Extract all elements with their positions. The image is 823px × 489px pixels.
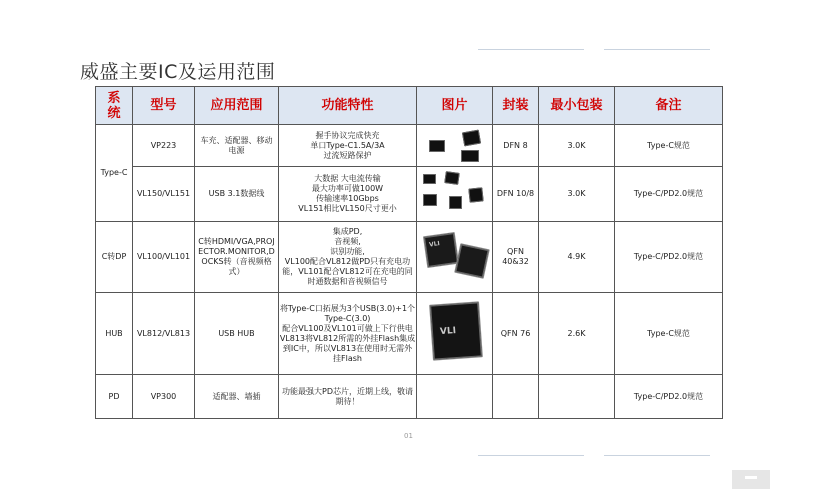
feature-line: 传输速率10Gbps bbox=[316, 194, 379, 203]
cell-remark: Type-C规范 bbox=[615, 293, 723, 375]
header-remark: 备注 bbox=[615, 87, 723, 125]
cell-min-pack: 2.6K bbox=[539, 293, 615, 375]
cell-features bbox=[279, 167, 417, 222]
chip-qfn40 bbox=[422, 232, 458, 268]
chip-dfn10-e bbox=[468, 187, 483, 202]
table-row bbox=[96, 125, 723, 167]
deco-line-top-left bbox=[478, 49, 584, 50]
header-image: 图片 bbox=[417, 87, 493, 125]
chip-dfn8-c bbox=[461, 150, 479, 162]
feature-line: 音视频, bbox=[334, 237, 361, 246]
feature-line: 功能最强大PD芯片，近期上线，敬请期待！ bbox=[282, 386, 413, 406]
chip-dfn8-a bbox=[429, 140, 445, 152]
table-row bbox=[96, 222, 723, 293]
feature-line: 配合VL100及VL101可做上下行供电 bbox=[282, 323, 413, 333]
deco-line-top-right bbox=[604, 49, 710, 50]
header-min-pack: 最小包装 bbox=[539, 87, 615, 125]
cell-min-pack bbox=[539, 375, 615, 419]
feature-line: 最大功率可做100W bbox=[311, 184, 384, 193]
deco-line-bottom-left bbox=[478, 455, 584, 456]
cell-application: 适配器、墙插 bbox=[195, 375, 279, 419]
cell-package: QFN 76 bbox=[493, 293, 539, 375]
chip-photo bbox=[419, 168, 491, 220]
header-package: 封装 bbox=[493, 87, 539, 125]
cell-model: VP300 bbox=[133, 375, 195, 419]
table-row bbox=[96, 293, 723, 375]
cell-features bbox=[279, 375, 417, 419]
cell-application: C转HDMI/VGA,PROJECTOR.MONITOR,DOCKS转（音视频格式） bbox=[195, 222, 279, 293]
feature-line: 识别功能, bbox=[330, 247, 365, 256]
feature-line: 将Type-C口拓展为3个USB(3.0)+1个Type-C(3.0) bbox=[279, 303, 416, 323]
page-title: 威盛主要IC及运用范围 bbox=[80, 61, 276, 83]
cell-model: VL100/VL101 bbox=[133, 222, 195, 293]
cell-system: PD bbox=[96, 375, 133, 419]
cell-remark: Type-C/PD2.0规范 bbox=[615, 167, 723, 222]
chip-dfn8-b bbox=[461, 129, 480, 146]
chip-qfn76 bbox=[429, 301, 483, 360]
header-system: 系统 bbox=[96, 87, 133, 125]
feature-line: 单口Type-C1.5A/3A bbox=[310, 140, 385, 150]
cell-model: VL150/VL151 bbox=[133, 167, 195, 222]
cell-image bbox=[417, 222, 493, 293]
feature-line: 大数据 大电流传输 bbox=[314, 174, 381, 183]
chip-dfn10-a bbox=[423, 174, 436, 184]
cell-min-pack: 4.9K bbox=[539, 222, 615, 293]
feature-line: VL100配合VL812做PD只有充电功能，VL101配合VL812可在充电的同时通数据和音视频信号 bbox=[282, 257, 413, 286]
cell-application: 车充、适配器、移动电源 bbox=[195, 125, 279, 167]
cell-image bbox=[417, 293, 493, 375]
cell-package: DFN 8 bbox=[493, 125, 539, 167]
chip-qfn32 bbox=[454, 243, 490, 279]
table-row bbox=[96, 167, 723, 222]
cell-remark: Type-C规范 bbox=[615, 125, 723, 167]
cell-application: USB HUB bbox=[195, 293, 279, 375]
cell-system: Type-C bbox=[96, 125, 133, 222]
feature-line: 握手协议完成快充 bbox=[315, 130, 380, 140]
table-header-row bbox=[96, 87, 723, 125]
cell-remark: Type-C/PD2.0规范 bbox=[615, 375, 723, 419]
header-features: 功能特性 bbox=[279, 87, 417, 125]
cell-model: VP223 bbox=[133, 125, 195, 167]
cell-features bbox=[279, 125, 417, 167]
cell-model: VL812/VL813 bbox=[133, 293, 195, 375]
cell-image bbox=[417, 125, 493, 167]
cell-features bbox=[279, 222, 417, 293]
chip-logo: VLI bbox=[439, 325, 456, 337]
chip-dfn10-d bbox=[449, 196, 462, 209]
chip-dfn10-b bbox=[444, 171, 460, 185]
feature-line: VL151相比VL150尺寸更小 bbox=[298, 204, 397, 213]
cell-system: C转DP bbox=[96, 222, 133, 293]
cell-package bbox=[493, 375, 539, 419]
deco-line-bottom-right bbox=[604, 455, 710, 456]
cell-package: QFN 40&32 bbox=[493, 222, 539, 293]
header-model: 型号 bbox=[133, 87, 195, 125]
chip-photo bbox=[419, 295, 491, 373]
header-application: 应用范围 bbox=[195, 87, 279, 125]
feature-line: 过流短路保护 bbox=[323, 150, 372, 160]
cell-system: HUB bbox=[96, 293, 133, 375]
minus-icon bbox=[745, 476, 757, 479]
cell-package: DFN 10/8 bbox=[493, 167, 539, 222]
page-number: 01 bbox=[404, 432, 413, 440]
cell-application: USB 3.1数据线 bbox=[195, 167, 279, 222]
ic-table bbox=[95, 86, 723, 419]
cell-min-pack: 3.0K bbox=[539, 167, 615, 222]
table-row bbox=[96, 375, 723, 419]
chip-photo bbox=[419, 224, 491, 290]
feature-line: VL813将VL812所需的外挂Flash集成到IC中，所以VL813在使用时无需外挂Flash bbox=[279, 333, 416, 363]
cell-image bbox=[417, 375, 493, 419]
cell-min-pack: 3.0K bbox=[539, 125, 615, 167]
cell-remark: Type-C/PD2.0规范 bbox=[615, 222, 723, 293]
chip-photo bbox=[419, 126, 491, 166]
cell-features bbox=[279, 293, 417, 375]
chip-dfn10-c bbox=[423, 194, 437, 206]
feature-line: 集成PD, bbox=[332, 227, 363, 236]
chip-logo: VLI bbox=[428, 240, 440, 249]
corner-tab[interactable] bbox=[732, 470, 770, 489]
cell-image bbox=[417, 167, 493, 222]
